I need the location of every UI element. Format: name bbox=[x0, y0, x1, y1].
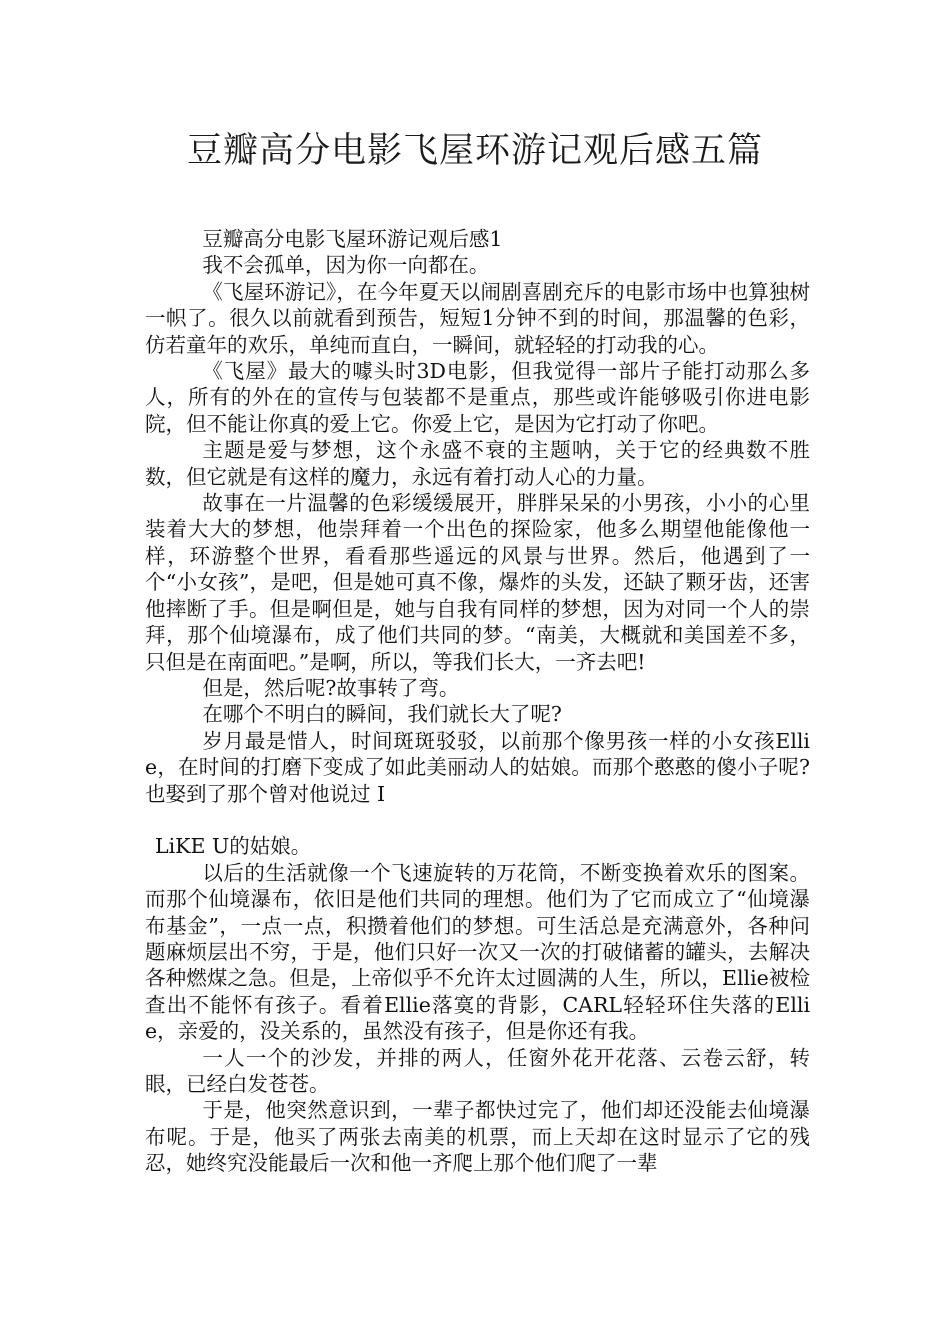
paragraph: 《飞屋环游记》，在今年夏天以闹剧喜剧充斥的电影市场中也算独树一帜了。很久以前就看到预告，短短1分钟不到的时间，那温馨的色彩，仿若童年的欢乐，单纯而直白，一瞬间，就轻轻的打动我的心。 bbox=[145, 279, 810, 357]
paragraph: 以后的生活就像一个飞速旋转的万花筒，不断变换着欢乐的图案。而那个仙境瀑布，依旧是他们共同的理想。他们为了它而成立了“仙境瀑布基金”，一点一点，积攒着他们的梦想。可生活总是充满意外，各种问题麻烦层出不穷，于是，他们只好一次又一次的打破储蓄的罐头，去解决各种燃煤之急。但是，上帝似乎不允许太过圆满的人生，所以，Ellie被检查出不能怀有孩子。看着Ellie落寞的背影，CARL轻轻环住失落的Ellie，亲爱的，没关系的，虽然没有孩子，但是你还有我。 bbox=[145, 860, 810, 1044]
paragraph: 故事在一片温馨的色彩缓缓展开，胖胖呆呆的小男孩，小小的心里装着大大的梦想，他崇拜着一个出色的探险家，他多么期望他能像他一样，环游整个世界，看看那些遥远的风景与世界。然后，他遇到了一个“小女孩”，是吧，但是她可真不像，爆炸的头发，还缺了颗牙齿，还害他摔断了手。但是啊但是，她与自我有同样的梦想，因为对同一个人的崇拜，那个仙境瀑布，成了他们共同的梦。“南美，大概就和美国差不多，只但是在南面吧。”是啊，所以，等我们长大，一齐去吧! bbox=[145, 491, 810, 674]
paragraph: 豆瓣高分电影飞屋环游记观后感1 bbox=[202, 227, 503, 251]
paragraph: 《飞屋》最大的噱头时3D电影，但我觉得一部片子能打动那么多人，所有的外在的宣传与包装都不是重点，那些或许能够吸引你进电影院，但不能让你真的爱上它。你爱上它，是因为它打动了你吧。 bbox=[145, 359, 810, 436]
paragraph: 一人一个的沙发，并排的两人，任窗外花开花落、云卷云舒，转眼，已经白发苍苍。 bbox=[145, 1045, 810, 1096]
document-title: 豆瓣高分电影飞屋环游记观后感五篇 bbox=[186, 131, 763, 171]
paragraph: 我不会孤单，因为你一向都在。 bbox=[202, 253, 490, 278]
paragraph: 岁月最是惜人，时间斑斑驳驳，以前那个像男孩一样的小女孩Ellie，在时间的打磨下变成了如此美丽动人的姑娘。而那个憨憨的傻小子呢?也娶到了那个曾对他说过 I bbox=[145, 728, 810, 806]
paragraph: 但是，然后呢?故事转了弯。 bbox=[202, 675, 460, 700]
paragraph: 于是，他突然意识到，一辈子都快过完了，他们却还没能去仙境瀑布呢。于是，他买了两张去南美的机票，而上天却在这时显示了它的残忍，她终究没能最后一次和他一齐爬上那个他们爬了一辈 bbox=[145, 1098, 810, 1176]
document-body bbox=[145, 226, 810, 1177]
paragraph: 在哪个不明白的瞬间，我们就长大了呢? bbox=[202, 702, 562, 727]
paragraph-continuation: LiKE U的姑娘。 bbox=[155, 834, 312, 859]
paragraph: 主题是爱与梦想，这个永盛不衰的主题呐，关于它的经典数不胜数，但它就是有这样的魔力，永远有着打动人心的力量。 bbox=[145, 438, 810, 489]
